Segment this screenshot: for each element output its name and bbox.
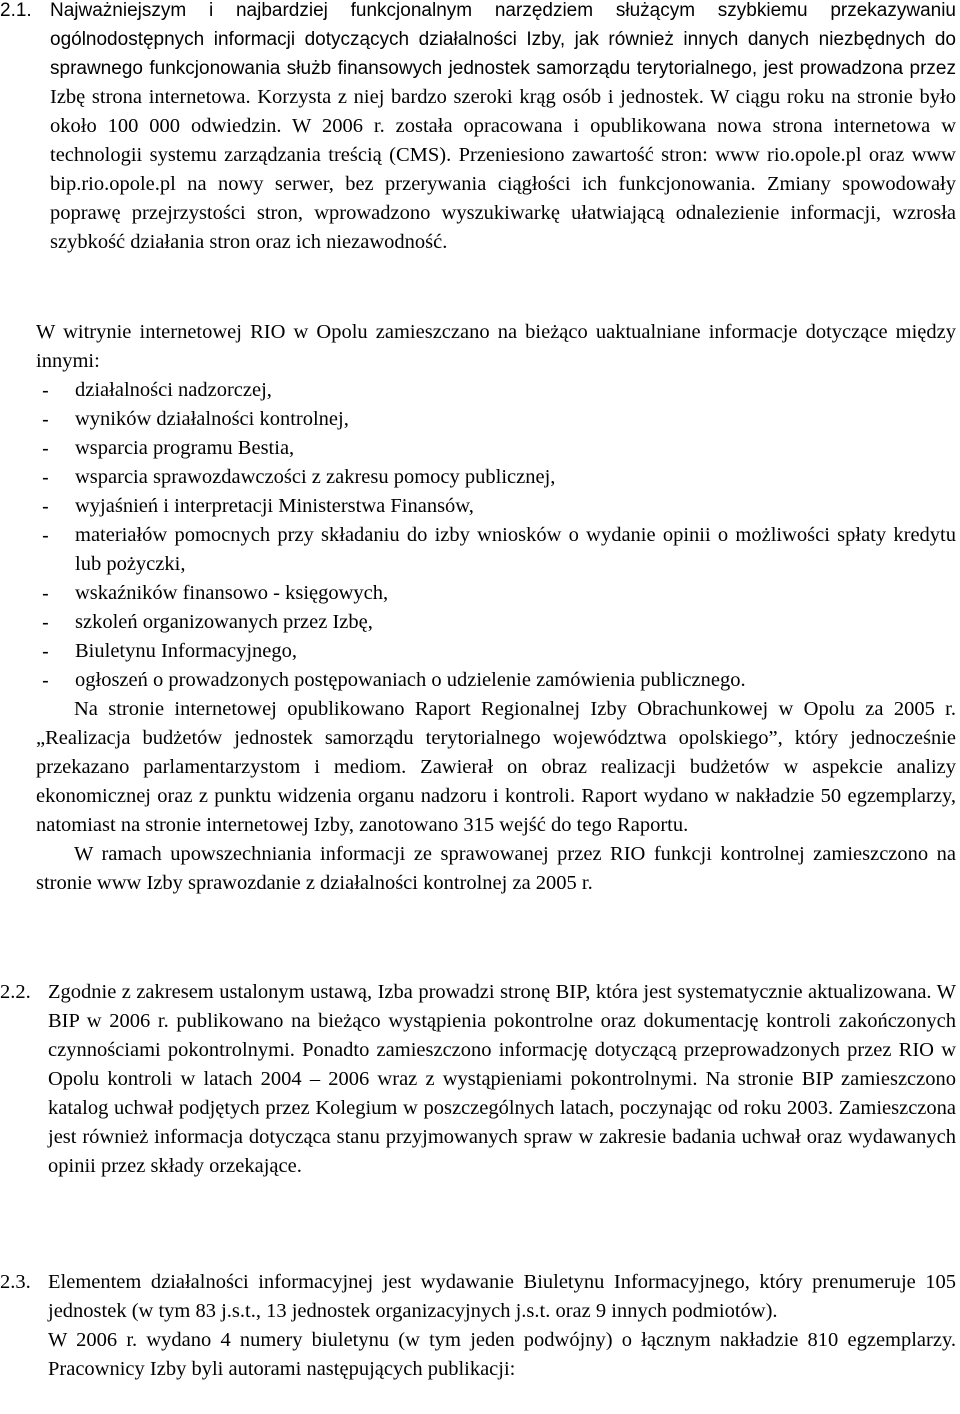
bip-paragraph: Zgodnie z zakresem ustalonym ustawą, Izba prowadzi stronę BIP, która jest systematycznie aktualizowana. W BIP w 2006 r. publikowano na bieżąco wystąpienia pokontrolne oraz dokumentację kontroli zakończonych czynnościami pokontrolnymi. Ponadto zamieszczono informację dotyczącą przeprowadzonych przez RIO w Opolu kontroli w latach 2004 – 2006 wraz z wystąpieniami pokontrolnymi. Na stronie BIP zamieszczono katalog uchwał podjętych przez Kolegium w poszczególnych latach, poczynając od roku 2003. Zamieszczona jest również informacja dotycząca stanu przyjmowanych spraw w zakresie badania uchwał oraz wydawanych opinii przez składy orzekające. [48,981,956,1177]
list-block-body [36,318,956,898]
list-item: - szkoleń organizowanych przez Izbę, [36,608,956,637]
list-item: - ogłoszeń o prowadzonych postępowaniach o udzielenie zamówienia publicznego. [36,666,956,695]
list-item: - Biuletynu Informacyjnego, [36,637,956,666]
intro-paragraph [50,0,956,257]
section-number: 2.1. [0,0,32,21]
list-item: - wskaźników finansowo - księgowych, [36,579,956,608]
list-item: - wsparcia sprawozdawczości z zakresu pomocy publicznej, [36,463,956,492]
intro-text-sans: Najważniejszym i najbardziej funkcjonalnym narzędziem służącym szybkiemu przekazywaniu ogólnodostępnych informacji dotyczących działalności Izby, jak również innych danych niezbędnych do sprawnego funkcjonowania służb finansowych jednostek samorządu terytorialnego, jest prowadzona przez [50,0,956,79]
section-2-2 [0,978,960,1181]
control-paragraph: W ramach upowszechniania informacji ze sprawowanej przez RIO funkcji kontrolnej zamieszczono na stronie www Izby sprawozdanie z działalności kontrolnej za 2005 r. [36,843,956,894]
intro-text-serif: Izbę strona internetowa. Korzysta z niej bardzo szeroki krąg osób i jednostek. W ciągu roku na stronie było około 100 000 odwiedzin. W 2006 r. została opracowana i opublikowana nowa strona internetowa w technologii systemu zarządzania treścią (CMS). Przeniesiono zawartość stron: www rio.opole.pl oraz www bip.rio.opole.pl na nowy serwer, bez przerywania ciągłości ich funkcjonowania. Zmiany spowodowały poprawę przejrzystości stron, wprowadzono wyszukiwarkę ułatwiającą odnalezienie informacji, wzrosła szybkość działania stron oraz ich niezawodność. [50,86,956,253]
section-body [50,0,956,257]
list-item: - wyników działalności kontrolnej, [36,405,956,434]
section-body [48,1268,956,1384]
list-intro: W witrynie internetowej RIO w Opolu zamieszczano na bieżąco uaktualniane informacje dotyczące między innymi: [36,321,956,372]
publications-paragraph: W 2006 r. wydano 4 numery biuletynu (w tym jeden podwójny) o łącznym nakładzie 810 egzemplarzy. Pracownicy Izby byli autorami następujących publikacji: [48,1329,956,1380]
section-number: 2.3. [0,1271,31,1293]
section-2-3 [0,1268,960,1384]
info-list [36,376,956,695]
list-item: - działalności nadzorczej, [36,376,956,405]
list-item: - wsparcia programu Bestia, [36,434,956,463]
section-number: 2.2. [0,981,31,1003]
section-2-1 [0,0,960,257]
report-paragraph: Na stronie internetowej opublikowano Raport Regionalnej Izby Obrachunkowej w Opolu za 2005 r. „Realizacja budżetów jednostek samorządu terytorialnego województwa opolskiego”, który jednocześnie przekazano parlamentarzystom i mediom. Zawierał on obraz realizacji budżetów w aspekcie analizy ekonomicznej oraz z punktu widzenia organu nadzoru i kontroli. Raport wydano w nakładzie 50 egzemplarzy, natomiast na stronie internetowej Izby, zanotowano 315 wejść do tego Raportu. [36,698,956,836]
section-2-1-list-block [0,318,960,898]
list-item: - wyjaśnień i interpretacji Ministerstwa Finansów, [36,492,956,521]
list-item: - materiałów pomocnych przy składaniu do izby wniosków o wydanie opinii o możliwości spłaty kredytu lub pożyczki, [36,521,956,579]
bulletin-paragraph: Elementem działalności informacyjnej jest wydawanie Biuletynu Informacyjnego, który prenumeruje 105 jednostek (w tym 83 j.s.t., 13 jednostek organizacyjnych j.s.t. oraz 9 innych podmiotów). [48,1271,956,1322]
section-body [48,978,956,1181]
